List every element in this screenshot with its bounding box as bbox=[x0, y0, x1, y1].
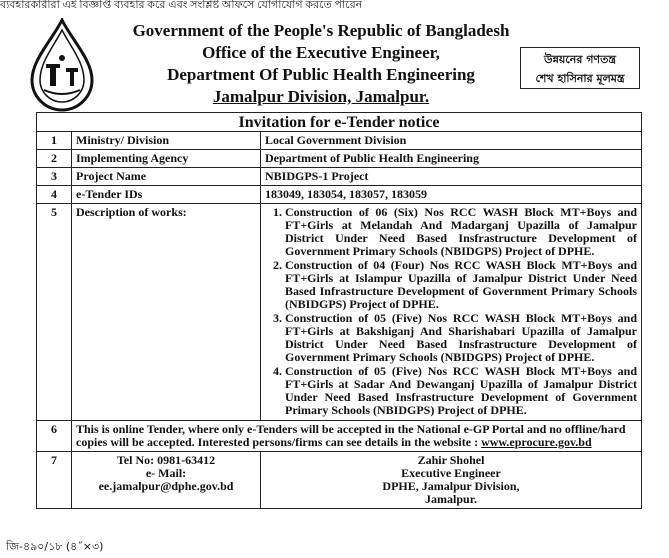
row-label: Implementing Agency bbox=[72, 150, 261, 168]
row-label: Project Name bbox=[72, 168, 261, 186]
header-line-government: Government of the People's Republic of Bangladesh bbox=[132, 21, 510, 40]
signatory-designation: Executive Engineer bbox=[401, 466, 501, 480]
row-number: 7 bbox=[37, 452, 72, 509]
header-line-office: Office of the Executive Engineer, bbox=[202, 43, 440, 62]
row-label: Description of works: bbox=[72, 204, 261, 421]
row-number: 5 bbox=[37, 204, 72, 421]
works-description bbox=[261, 204, 642, 421]
signatory bbox=[261, 452, 642, 509]
table-row-works bbox=[37, 204, 642, 421]
online-tender-text: This is online Tender, where only e-Tenders will be accepted in the National e-GP Portal and no offline/hard copies will be accepted. Interested persons/firms can see details in the website : bbox=[76, 422, 626, 449]
publication-code: জি-৪৯০/১৮ (৪˝×৩) bbox=[6, 540, 104, 553]
row-number: 6 bbox=[37, 421, 72, 452]
row-value: Local Government Division bbox=[261, 132, 642, 150]
table-row bbox=[37, 150, 642, 168]
row-number: 2 bbox=[37, 150, 72, 168]
row-label: Ministry/ Division bbox=[72, 132, 261, 150]
table-row-contact bbox=[37, 452, 642, 509]
office-header bbox=[96, 20, 546, 108]
row-value: NBIDGPS-1 Project bbox=[261, 168, 642, 186]
list-item: 1. Construction of 06 (Six) Nos RCC WASH Block MT+Boys and FT+Girls at Melandah And Madarganj Upazilla of Jamalpur District Under Need Based Insfrastructure Development of Government Primary Schools (NBIDGPS) Project of DPHE. bbox=[285, 206, 637, 258]
table-row bbox=[37, 168, 642, 186]
row-number: 4 bbox=[37, 186, 72, 204]
header-line-department: Department Of Public Health Engineering bbox=[167, 65, 475, 84]
email-label: e- Mail: bbox=[145, 466, 187, 480]
row-label: e-Tender IDs bbox=[72, 186, 261, 204]
signatory-name: Zahir Shohel bbox=[417, 453, 485, 467]
table-row bbox=[37, 132, 642, 150]
table-row bbox=[37, 186, 642, 204]
slogan-line-1: উন্নয়নের গণতন্ত্র bbox=[544, 53, 616, 66]
list-item: 3. Construction of 05 (Five) Nos RCC WASH Block MT+Boys and FT+Girls at Bakshiganj And Sharishabari Upazilla of Jamalpur District Under Need Based Insfrastructure Development of Government Primary Schools (NBIDGPS) Project of DPHE. bbox=[285, 312, 637, 364]
list-item: 4. Construction of 05 (Five) Nos RCC WASH Block MT+Boys and FT+Girls at Sadar And Dewanganj Upazilla of Jamalpur District Under Need Based Insfrastructure Development of Government Primary Schools (NBIDGPS) Project of DPHE. bbox=[285, 365, 637, 417]
row-value: Department of Public Health Engineering bbox=[261, 150, 642, 168]
signatory-location: Jamalpur. bbox=[425, 492, 477, 506]
row-number: 1 bbox=[37, 132, 72, 150]
top-strip: ব্যবহারকারীরা এই বিজ্ঞপ্তি ব্যবহার করে এবং সংশ্লিষ্ট অফিসে যোগাযোগ করতে পারেন bbox=[0, 0, 363, 8]
contact-details bbox=[72, 452, 261, 509]
online-tender-note bbox=[72, 421, 642, 452]
email-address[interactable]: ee.jamalpur@dphe.gov.bd bbox=[98, 479, 234, 493]
row-number: 3 bbox=[37, 168, 72, 186]
signatory-office: DPHE, Jamalpur Division, bbox=[382, 479, 520, 493]
list-item: 2. Construction of 04 (Four) Nos RCC WASH Block MT+Boys and FT+Girls at Islampur Upazilla of Jamalpur District Under Need Based Infrastructure Development of Government Primary Schools (NBIDGPS) Project of DPHE. bbox=[285, 259, 637, 311]
slogan-line-2: শেখ হাসিনার মূলমন্ত্র bbox=[535, 72, 625, 85]
works-list bbox=[265, 206, 637, 417]
notice-title: Invitation for e-Tender notice bbox=[36, 112, 642, 132]
website-link[interactable]: www.eprocure.gov.bd bbox=[481, 435, 592, 449]
header-line-division: Jamalpur Division, Jamalpur. bbox=[212, 87, 430, 106]
slogan-box bbox=[520, 47, 640, 89]
row-value: 183049, 183054, 183057, 183059 bbox=[261, 186, 642, 204]
dphe-water-drop-logo-icon bbox=[22, 18, 102, 116]
telephone: Tel No: 0981-63412 bbox=[116, 453, 216, 467]
tender-table bbox=[36, 131, 642, 509]
table-row-online-tender bbox=[37, 421, 642, 452]
